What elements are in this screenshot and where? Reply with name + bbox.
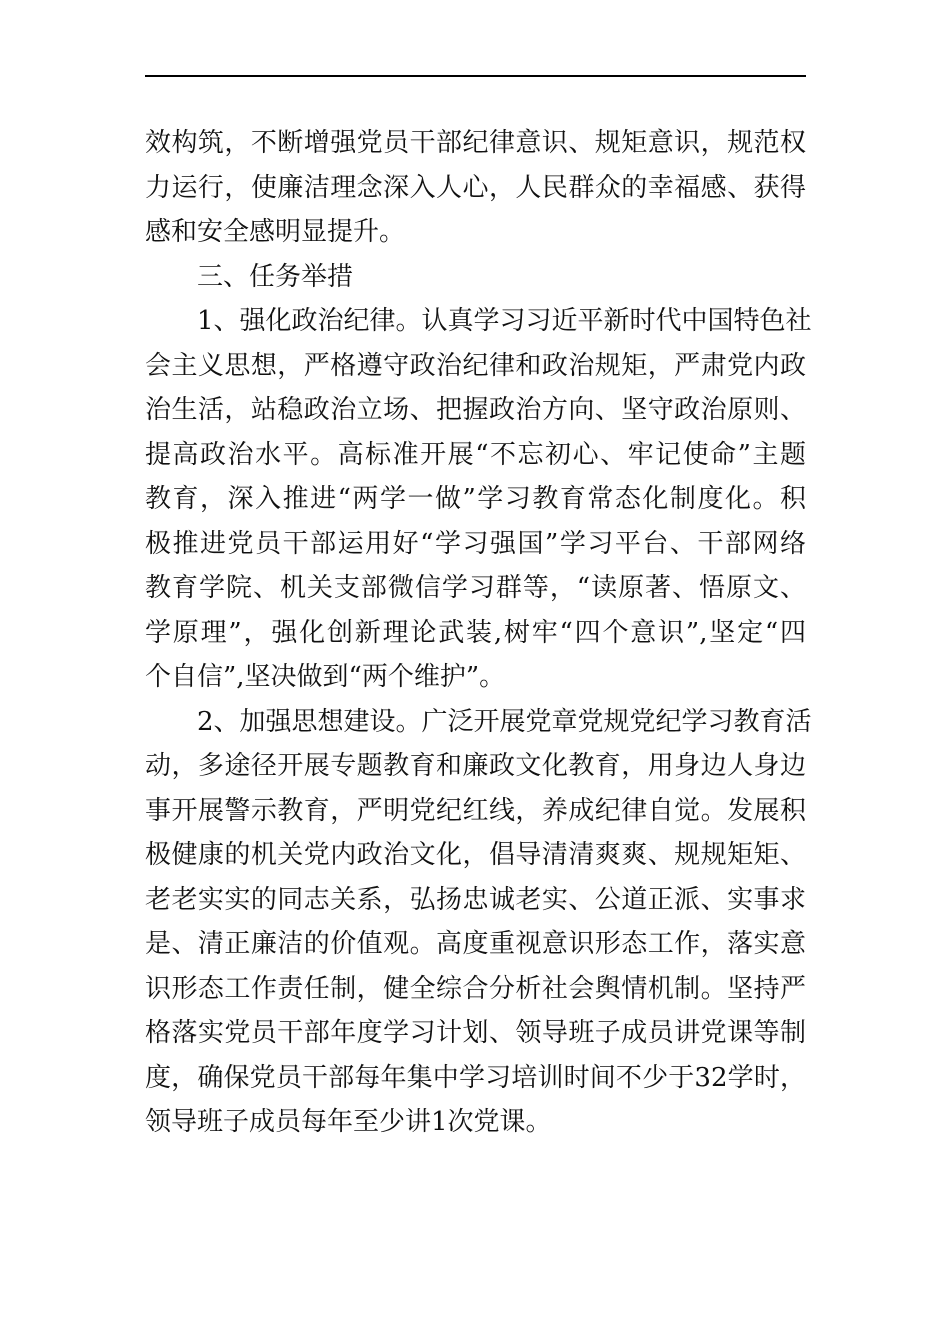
text-line: 格落实党员干部年度学习计划、领导班子成员讲党课等制 bbox=[145, 1018, 806, 1048]
text-line: 力运行，使廉洁理念深入人心，人民群众的幸福感、获得 bbox=[145, 172, 806, 203]
text-line: 治生活，站稳政治立场、把握政治方向、坚守政治原则、 bbox=[145, 395, 806, 425]
text-line: 会主义思想，严格遵守政治纪律和政治规矩，严肃党内政 bbox=[145, 350, 806, 381]
text-line: 动，多途径开展专题教育和廉政文化教育，用身边人身边 bbox=[145, 751, 806, 781]
text-line: 极健康的机关党内政治文化，倡导清清爽爽、规规矩矩、 bbox=[145, 840, 806, 870]
text-line: 个自信”,坚决做到“两个维护”。 bbox=[145, 662, 506, 692]
text-line: 学原理”，强化创新理论武装,树牢“四个意识”,坚定“四 bbox=[145, 617, 806, 648]
text-line: 老老实实的同志关系，弘扬忠诚老实、公道正派、实事求 bbox=[145, 884, 806, 915]
text-line: 教育，深入推进“两学一做”学习教育常态化制度化。积 bbox=[145, 484, 806, 514]
section-heading: 三、任务举措 bbox=[197, 261, 354, 292]
text-line: 识形态工作责任制，健全综合分析社会舆情机制。坚持严 bbox=[145, 973, 806, 1004]
text-line: 1、强化政治纪律。认真学习习近平新时代中国特色社 bbox=[197, 306, 812, 336]
text-line: 教育学院、机关支部微信学习群等，“读原著、悟原文、 bbox=[145, 573, 806, 603]
text-line: 极推进党员干部运用好“学习强国”学习平台、干部网络 bbox=[145, 528, 806, 559]
text-line: 提高政治水平。高标准开展“不忘初心、牢记使命”主题 bbox=[145, 439, 806, 470]
header-rule bbox=[145, 75, 806, 77]
text-line: 事开展警示教育，严明党纪红线，养成纪律自觉。发展积 bbox=[145, 795, 806, 826]
text-line: 领导班子成员每年至少讲1次党课。 bbox=[145, 1107, 552, 1137]
text-line: 2、加强思想建设。广泛开展党章党规党纪学习教育活 bbox=[197, 706, 812, 737]
text-line: 感和安全感明显提升。 bbox=[145, 217, 406, 247]
text-line: 是、清正廉洁的价值观。高度重视意识形态工作，落实意 bbox=[145, 929, 806, 959]
text-line: 度，确保党员干部每年集中学习培训时间不少于32学时， bbox=[145, 1062, 806, 1093]
document-body bbox=[145, 121, 812, 1145]
text-line: 效构筑，不断增强党员干部纪律意识、规矩意识，规范权 bbox=[145, 128, 806, 158]
